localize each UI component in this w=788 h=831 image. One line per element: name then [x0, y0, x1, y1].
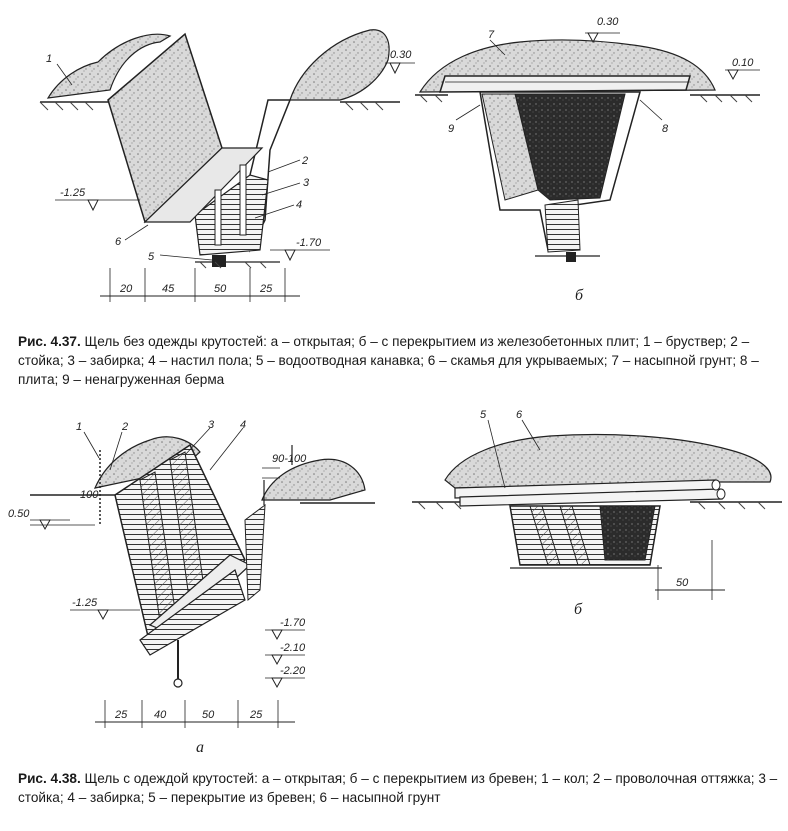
fig1b-label-7: 7 [488, 29, 495, 41]
fig1b-sublabel: б [575, 287, 584, 304]
figure-caption-4-37 [18, 332, 778, 389]
fig1a-dim-20: 20 [120, 283, 133, 295]
fig1-b-covered-trench [415, 33, 760, 262]
fig1a-level-125: -1.25 [60, 187, 86, 199]
fig1a-label-6: 6 [115, 236, 122, 248]
caption-number: Рис. 4.38. [18, 771, 81, 786]
fig2b-label-5: 5 [480, 409, 487, 421]
fig2a-level-220: -2.20 [280, 665, 306, 677]
fig1a-level-030: 0.30 [390, 49, 412, 61]
fig1a-label-2: 2 [302, 155, 309, 167]
fig2a-small-90-100: 90-100 [272, 453, 307, 465]
fig1b-label-8: 8 [662, 123, 669, 135]
fig1a-dim-50: 50 [214, 283, 227, 295]
fig1a-label-3: 3 [303, 177, 310, 189]
fig2b-label-6: 6 [516, 409, 523, 421]
caption-text: Щель с одеждой крутостей: а – открытая; б – с перекрытием из бревен; 1 – кол; 2 – проволочная оттяжка; 3 – стойка; 4 – забирка; 5 – перекрытие из бревен; 6 – насыпной грунт [18, 771, 778, 805]
fig1b-label-9: 9 [448, 123, 455, 135]
fig2a-label-3: 3 [208, 419, 215, 431]
fig2a-dim-40: 40 [154, 709, 167, 721]
fig1-a-trench [40, 30, 415, 302]
fig1a-dim-25: 25 [260, 283, 273, 295]
fig2a-sublabel: а [196, 739, 204, 756]
fig2a-level-210: -2.10 [280, 642, 306, 654]
caption-text: Щель без одежды крутостей: а – открытая; б – с перекрытием из железобетонных плит; 1 – бруствер; 2 – стойка; 3 – забирка; 4 – настил пола; 5 – водоотводная канавка; 6 – скамья для укрываемых; 7 – насыпной грунт; 8 – плита; 9 – ненагруженная берма [18, 334, 759, 387]
fig2a-level-050: 0.50 [8, 508, 30, 520]
fig2a-label-1: 1 [76, 421, 83, 433]
caption-number: Рис. 4.37. [18, 334, 81, 349]
fig1a-label-4: 4 [296, 199, 303, 211]
fig2-a-revetted-trench [30, 428, 375, 728]
fig1a-level-170: -1.70 [296, 237, 322, 249]
fig1a-label-5: 5 [148, 251, 155, 263]
fig2a-label-2: 2 [122, 421, 129, 433]
fig2a-dim-50: 50 [202, 709, 215, 721]
fig1a-label-1: 1 [46, 53, 53, 65]
fig2b-sublabel: б [574, 601, 583, 618]
fig2a-small-100: 100 [80, 489, 99, 501]
fig2a-dim-25a: 25 [115, 709, 128, 721]
fig2a-dim-25b: 25 [250, 709, 263, 721]
fig1b-level-010: 0.10 [732, 57, 754, 69]
fig2b-dim-50: 50 [676, 577, 689, 589]
figure-caption-4-38 [18, 769, 778, 807]
fig2a-level-170: -1.70 [280, 617, 306, 629]
fig2a-level-125: -1.25 [72, 597, 98, 609]
fig1a-dim-45: 45 [162, 283, 175, 295]
fig2-b-log-covered-trench [412, 420, 782, 600]
fig1b-level-030: 0.30 [597, 16, 619, 28]
fig2a-label-4: 4 [240, 419, 247, 431]
